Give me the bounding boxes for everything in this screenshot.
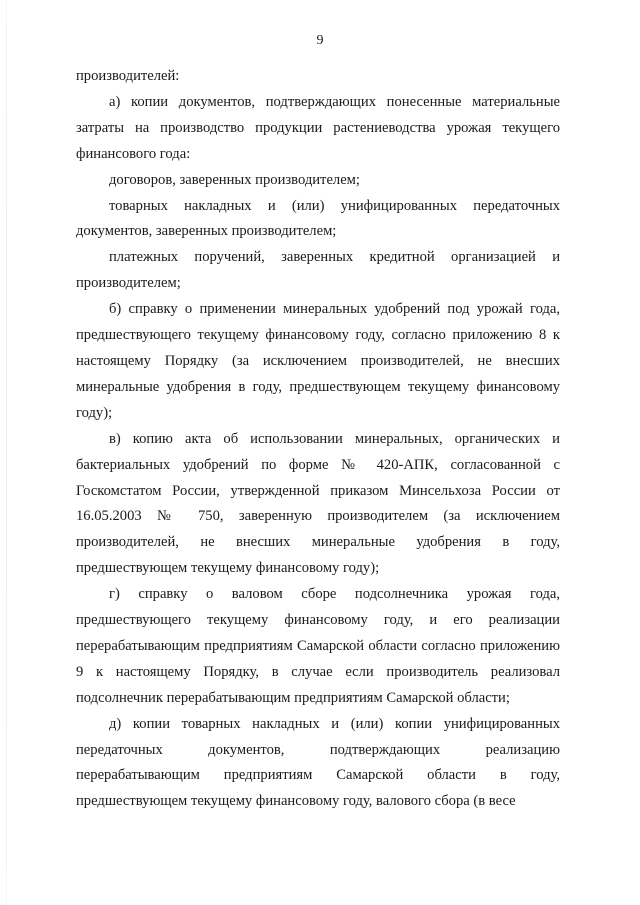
scan-edge-shadow [6,0,7,905]
paragraph-item-b: б) справку о применении минеральных удобрений под урожай года, предшествующего текущему финансовому году, согласно приложению 8 к настоящему Порядку (за исключением производителей, не внесших минеральные удобрения в году, предшествующем текущему финансовому году); [76,301,560,421]
paragraph-item-a: а) копии документов, подтверждающих понесенные материальные затраты на производство продукции растениеводства урожая текущего финансового года: [76,93,560,162]
page-number: 9 [316,33,324,48]
paragraph-item-v: в) копию акта об использовании минеральных, органических и бактериальных удобрений по форме № 420-АПК, согласованной с Госкомстатом России, утвержденной приказом Минсельхоза России от 16.05.2003 № 750, заверенную производителем (за исключением производителей, не внесших минеральные удобрения в году, предшествующем текущему финансовому году); [76,430,560,577]
paragraph-item-g: г) справку о валовом сборе подсолнечника урожая года, предшествующего текущему финансовому году, и его реализации перерабатывающим предприятиям Самарской области согласно приложению 9 к настоящему Порядку, в случае если производитель реализовал подсолнечник перерабатывающим предприятиям Самарской области; [76,586,560,706]
paragraph-item-d: д) копии товарных накладных и (или) копии унифицированных передаточных документов, подтверждающих реализацию перерабатывающим предприятиям Самарской области в году, предшествующем текущему финансовому году, валового сбора (в весе [76,715,560,810]
paragraph-continuation: производителей: [76,68,180,84]
paragraph-payment-orders: платежных поручений, заверенных кредитной организацией и производителем; [76,249,560,292]
paragraph-contracts: договоров, заверенных производителем; [109,171,360,188]
paragraph-waybills: товарных накладных и (или) унифицированных передаточных документов, заверенных производителем; [76,197,560,240]
document-body [76,64,560,815]
